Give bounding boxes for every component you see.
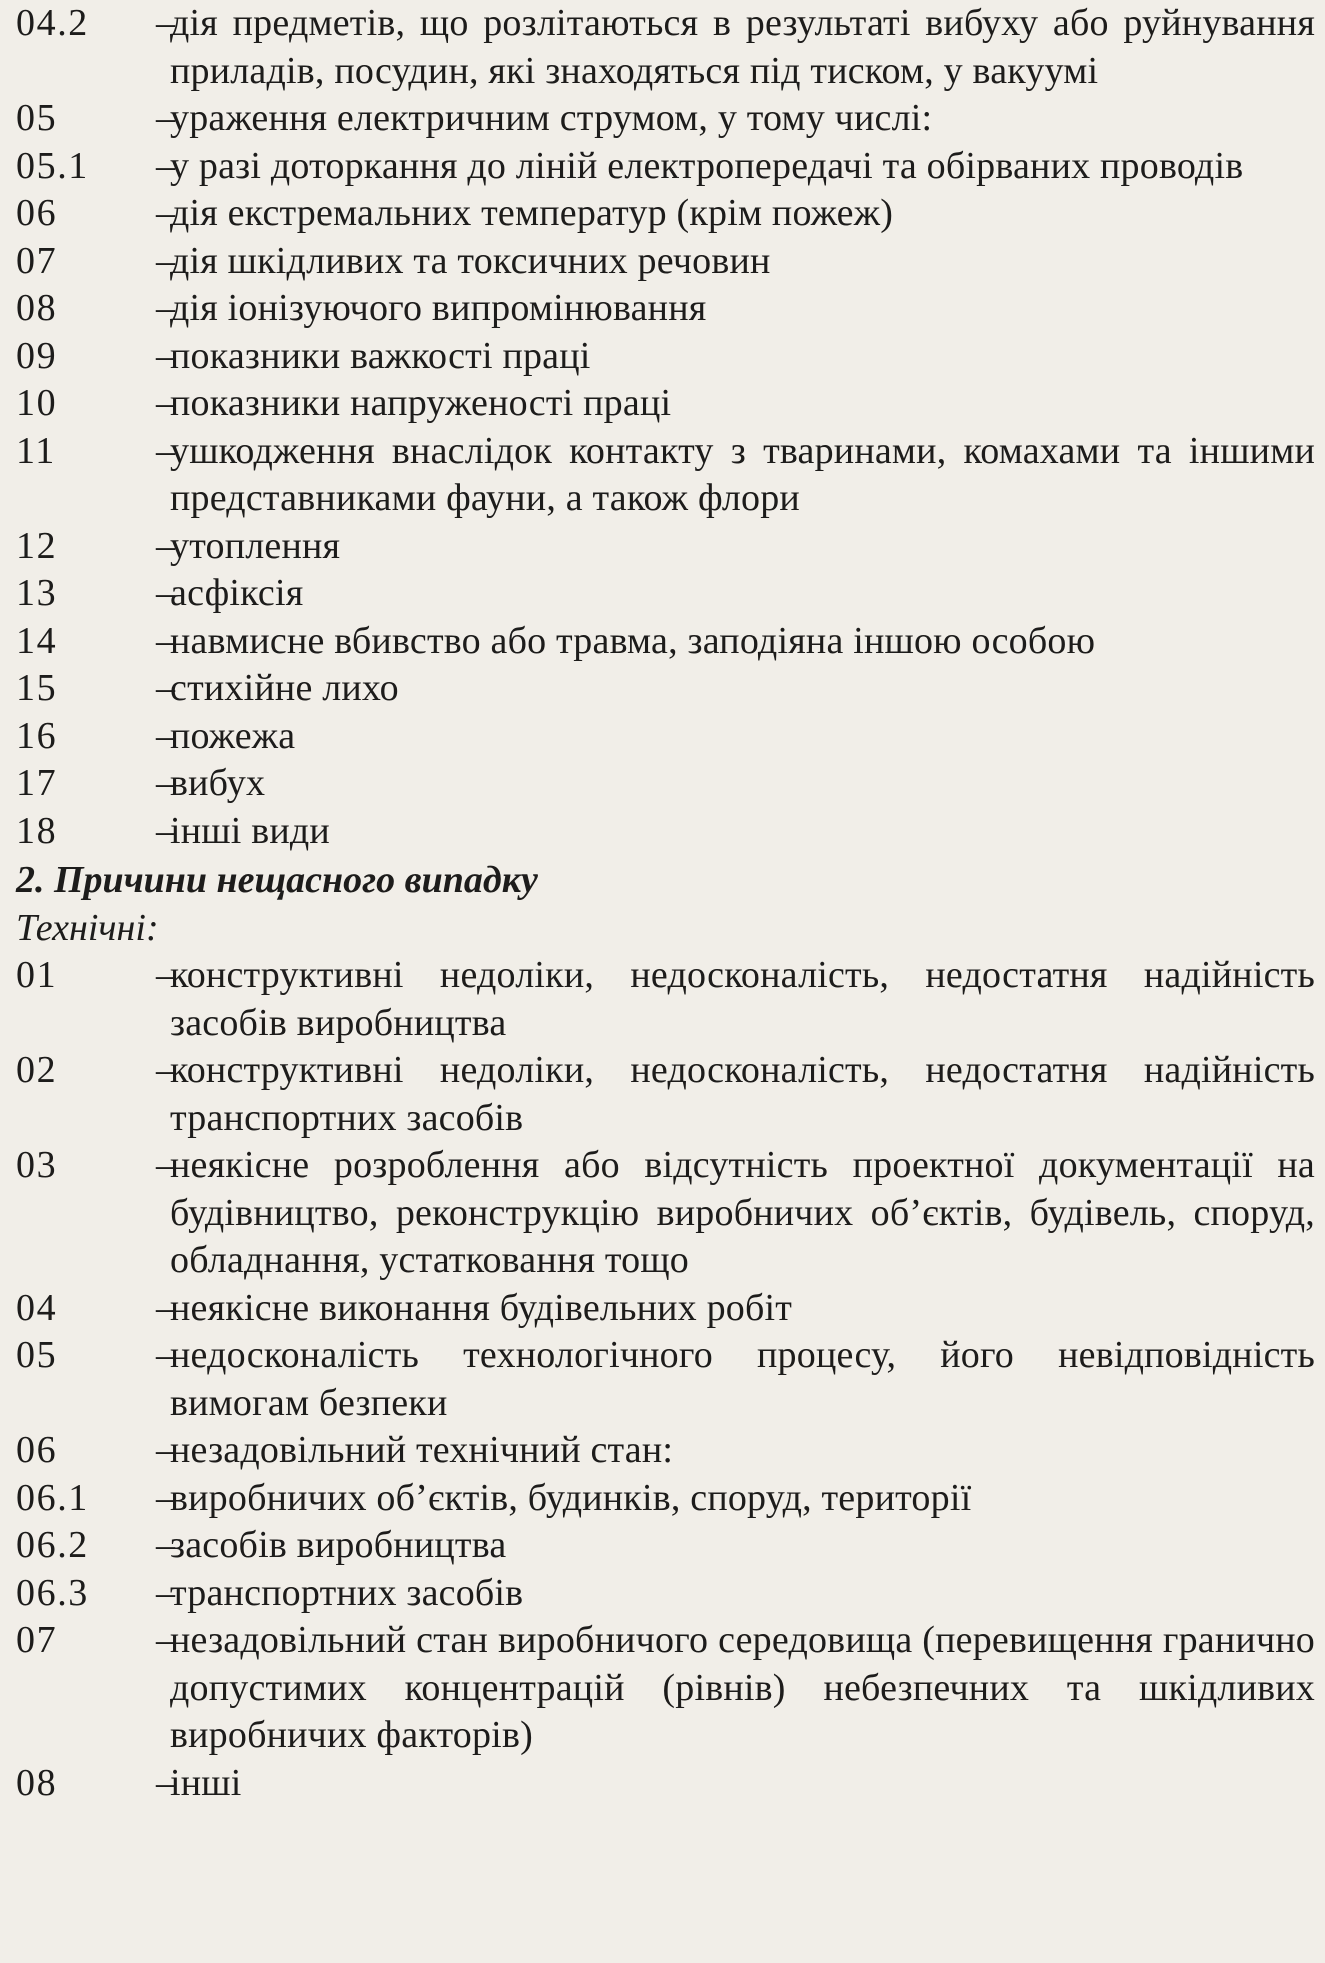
list-item [16, 380, 1315, 428]
list-item [16, 1047, 1315, 1142]
list-item [16, 428, 1315, 523]
item-code: 07 [16, 239, 58, 282]
item-dash: – [156, 714, 176, 757]
list-item [16, 523, 1315, 571]
item-dash: – [156, 1049, 176, 1091]
item-code: 06 [16, 1429, 58, 1471]
item-code: 04 [16, 1286, 58, 1329]
item-dash: – [156, 524, 176, 567]
item-dash: – [156, 1429, 176, 1471]
item-code: 05 [16, 97, 58, 139]
item-description: ураження електричним струмом, у тому числі: [170, 97, 933, 139]
item-code: 12 [16, 524, 58, 567]
item-description: стихійне лихо [170, 667, 399, 709]
item-code: 13 [16, 572, 58, 614]
item-code: 08 [16, 287, 58, 329]
item-code: 06 [16, 192, 58, 234]
item-code: 03 [16, 1144, 58, 1186]
item-code: 10 [16, 382, 58, 424]
item-dash: – [156, 809, 176, 852]
item-description: виробничих об’єктів, будинків, споруд, території [170, 1476, 972, 1519]
list-item [16, 1142, 1315, 1285]
item-dash: – [156, 382, 176, 424]
item-dash: – [156, 667, 176, 709]
list-item [16, 760, 1315, 808]
item-description: у разі доторкання до ліній електропередачі та обірваних проводів [170, 144, 1244, 187]
list-item [16, 1427, 1315, 1475]
item-description: ушкодження внаслідок контакту з тваринами, комахами та іншими представниками фауни, а також флори [170, 429, 1315, 519]
section-subheading: Технічні: [16, 906, 159, 949]
item-dash: – [156, 762, 176, 804]
item-dash: – [156, 1619, 176, 1661]
item-description: показники важкості праці [170, 334, 591, 377]
list-item [16, 1332, 1315, 1427]
item-code: 05.1 [16, 144, 89, 187]
item-dash: – [156, 954, 176, 996]
list-item [16, 808, 1315, 856]
item-code: 07 [16, 1619, 58, 1661]
item-code: 06.2 [16, 1524, 89, 1566]
item-description: дія предметів, що розлітаються в результаті вибуху або руйнування приладів, посудин, які знаходяться під тиском, у вакуумі [170, 2, 1315, 92]
item-dash: – [156, 1476, 176, 1519]
item-code: 04.2 [16, 2, 89, 44]
list-item [16, 143, 1315, 191]
item-description: вибух [170, 762, 266, 804]
item-description: інші [170, 1761, 242, 1804]
item-description: незадовільний технічний стан: [170, 1429, 674, 1471]
item-description: конструктивні недоліки, недосконалість, недостатня надійність транспортних засобів [170, 1049, 1315, 1139]
item-dash: – [156, 1761, 176, 1804]
list-item [16, 238, 1315, 286]
list-item [16, 285, 1315, 333]
item-description: навмисне вбивство або травма, заподіяна іншою особою [170, 619, 1096, 662]
list-item [16, 190, 1315, 238]
list-item [16, 1522, 1315, 1570]
list-item [16, 95, 1315, 143]
item-dash: – [156, 334, 176, 377]
list-item [16, 333, 1315, 381]
item-description: транспортних засобів [170, 1571, 524, 1614]
item-dash: – [156, 239, 176, 282]
item-code: 06.1 [16, 1476, 89, 1519]
item-description: неякісне виконання будівельних робіт [170, 1286, 793, 1329]
list-item [16, 1285, 1315, 1333]
item-description: засобів виробництва [170, 1524, 507, 1566]
item-dash: – [156, 1144, 176, 1186]
item-code: 17 [16, 762, 58, 804]
item-code: 05 [16, 1334, 58, 1376]
item-dash: – [156, 1334, 176, 1376]
section-heading: 2. Причини нещасного випадку [16, 859, 538, 901]
list-item [16, 665, 1315, 713]
item-dash: – [156, 97, 176, 139]
item-description: інші види [170, 809, 330, 852]
item-description: недосконалість технологічного процесу, його невідповідність вимогам безпеки [170, 1334, 1315, 1424]
item-code: 06.3 [16, 1571, 89, 1614]
item-code: 14 [16, 619, 58, 662]
item-code: 08 [16, 1761, 58, 1804]
list-item [16, 713, 1315, 761]
item-dash: – [156, 287, 176, 329]
item-description: асфіксія [170, 572, 304, 614]
item-dash: – [156, 144, 176, 187]
item-code: 01 [16, 954, 58, 996]
list-item [16, 952, 1315, 1047]
item-description: дія іонізуючого випромінювання [170, 287, 707, 329]
list-item [16, 570, 1315, 618]
item-code: 16 [16, 714, 58, 757]
item-description: неякісне розроблення або відсутність проектної документації на будівництво, реконструкцію виробничих об’єктів, будівель, споруд, обладнання, устатковання тощо [170, 1144, 1315, 1281]
list-item [16, 1617, 1315, 1760]
item-code: 11 [16, 429, 56, 472]
item-dash: – [156, 1571, 176, 1614]
item-description: незадовільний стан виробничого середовища (перевищення гранично допустимих концентрацій (рівнів) небезпечних та шкідливих виробничих факторів) [170, 1619, 1315, 1756]
list-item [16, 0, 1315, 95]
item-dash: – [156, 1524, 176, 1566]
item-dash: – [156, 192, 176, 234]
item-description: показники напруженості праці [170, 382, 672, 424]
item-code: 02 [16, 1049, 58, 1091]
item-description: пожежа [170, 714, 296, 757]
item-description: утоплення [170, 524, 341, 567]
technical-causes-list [16, 952, 1315, 1807]
item-dash: – [156, 429, 176, 472]
item-dash: – [156, 619, 176, 662]
item-dash: – [156, 1286, 176, 1329]
list-item [16, 1475, 1315, 1523]
item-code: 18 [16, 809, 58, 852]
item-description: дія екстремальних температур (крім пожеж) [170, 192, 894, 234]
item-code: 09 [16, 334, 58, 377]
accident-type-list [16, 0, 1315, 855]
item-code: 15 [16, 667, 58, 709]
list-item [16, 618, 1315, 666]
item-description: дія шкідливих та токсичних речовин [170, 239, 771, 282]
item-dash: – [156, 2, 176, 44]
item-dash: – [156, 572, 176, 614]
list-item [16, 1570, 1315, 1618]
item-description: конструктивні недоліки, недосконалість, недостатня надійність засобів виробництва [170, 954, 1315, 1044]
list-item [16, 1760, 1315, 1808]
